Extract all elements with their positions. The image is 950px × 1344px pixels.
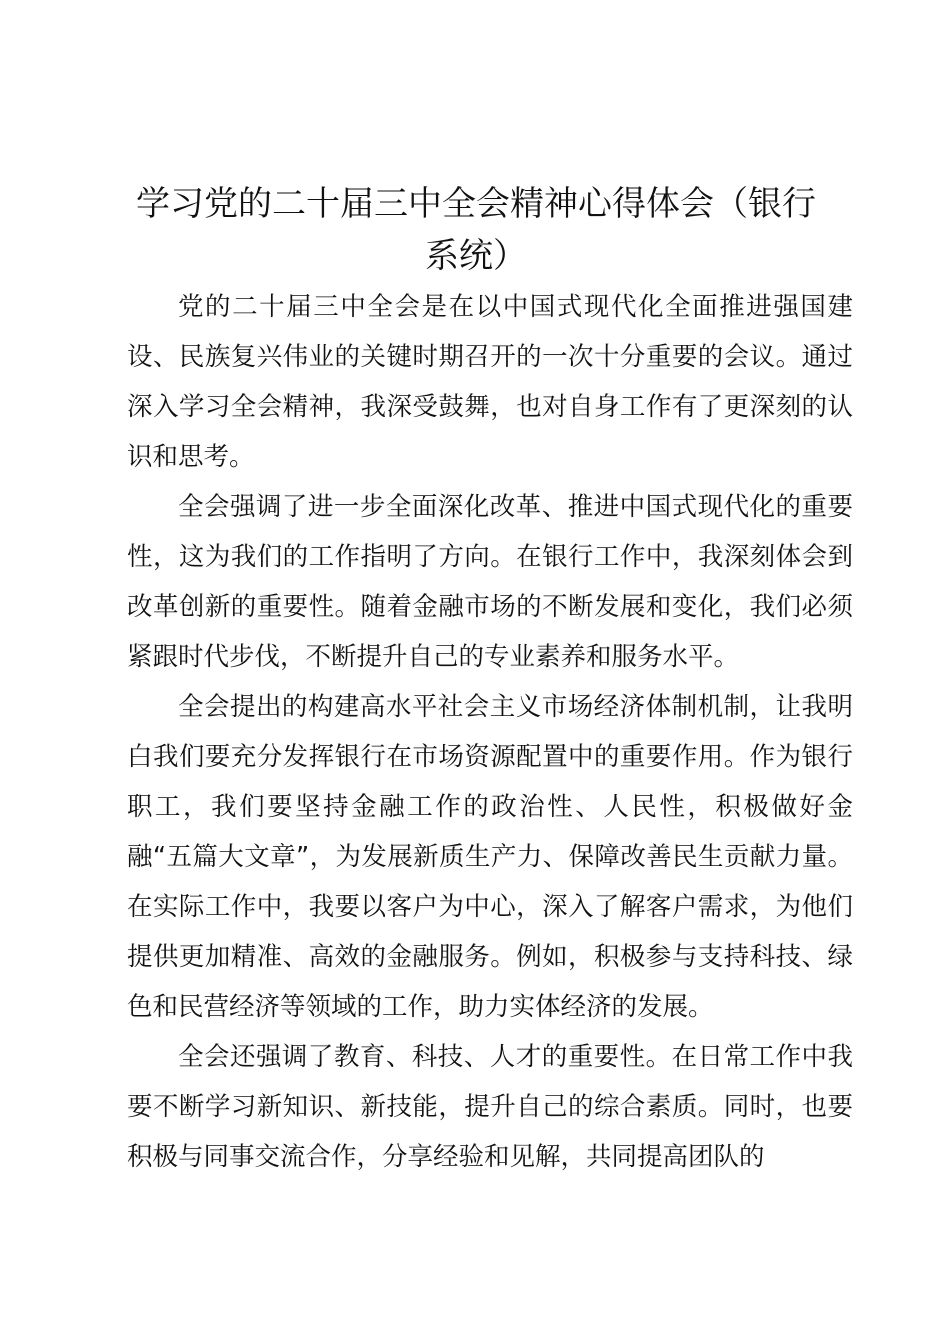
document-title: 学习党的二十届三中全会精神心得体会（银行系统） [136,184,816,276]
paragraph-2: 全会强调了进一步全面深化改革、推进中国式现代化的重要性，这为我们的工作指明了方向。在银行工作中，我深刻体会到改革创新的重要性。随着金融市场的不断发展和变化，我们必须紧跟时代步伐，不断提升自己的专业素养和服务水平。 [127,492,853,672]
paragraph-4: 全会还强调了教育、科技、人才的重要性。在日常工作中我要不断学习新知识、新技能，提升自己的综合素质。同时，也要积极与同事交流合作，分享经验和见解，共同提高团队的 [127,1042,853,1172]
paragraph-1: 党的二十届三中全会是在以中国式现代化全面推进强国建设、民族复兴伟业的关键时期召开的一次十分重要的会议。通过深入学习全会精神，我深受鼓舞，也对自身工作有了更深刻的认识和思考。 [127,292,853,472]
document-body [127,282,853,1182]
paragraph-3: 全会提出的构建高水平社会主义市场经济体制机制，让我明白我们要充分发挥银行在市场资源配置中的重要作用。作为银行职工，我们要坚持金融工作的政治性、人民性，积极做好金融“五篇大文章”，为发展新质生产力、保障改善民生贡献力量。在实际工作中，我要以客户为中心，深入了解客户需求，为他们提供更加精准、高效的金融服务。例如，积极参与支持科技、绿色和民营经济等领域的工作，助力实体经济的发展。 [127,692,853,1022]
